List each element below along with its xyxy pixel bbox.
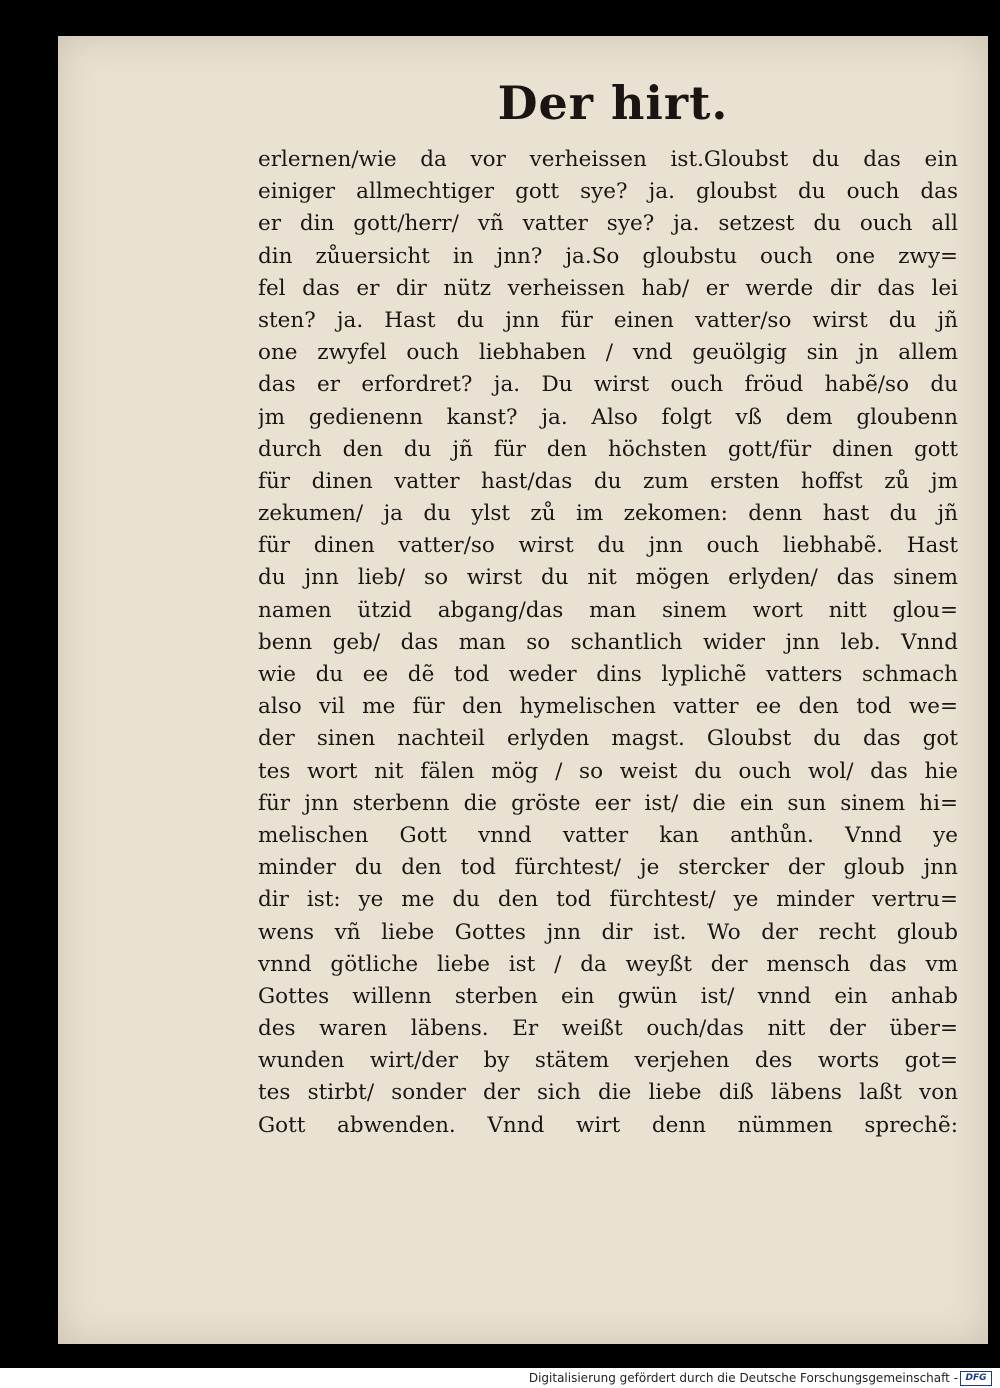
text-line: der sinen nachteil erlyden magst. Gloubst du das got: [258, 726, 958, 752]
text-line: dir ist: ye me du den tod fürchtest/ ye minder vertru=: [258, 887, 958, 913]
page-heading-text: Der hirt.: [497, 76, 729, 130]
text-line: das er erfordret? ja. Du wirst ouch fröud habẽ/so du: [258, 372, 958, 398]
text-line: du jnn lieb/ so wirst du nit mögen erlyden/ das sinem: [258, 565, 958, 591]
book-page: [58, 36, 988, 1344]
text-line: namen ützid abgang/das man sinem wort nitt glou=: [258, 597, 958, 623]
text-line: also vil me für den hymelischen vatter ee den tod we=: [258, 694, 958, 720]
text-line: zekumen/ ja du ylst zů im zekomen: denn hast du jñ: [258, 501, 958, 527]
text-line: für jnn sterbenn die gröste eer ist/ die ein sun sinem hi=: [258, 790, 958, 816]
running-head: [58, 76, 988, 130]
text-line: für dinen vatter/so wirst du jnn ouch liebhabẽ. Hast: [258, 533, 958, 559]
text-line: wie du ee dẽ tod weder dins lyplichẽ vatters schmach: [258, 662, 958, 687]
text-line: tes wort nit fälen mög / so weist du ouch wol/ das hie: [258, 758, 958, 784]
text-line: Gott abwenden. Vnnd wirt denn nümmen sprechẽ:: [258, 1112, 958, 1138]
text-line: er din gott/herr/ vñ vatter sye? ja. setzest du ouch all: [258, 211, 958, 237]
text-line: einiger allmechtiger gott sye? ja. gloubst du ouch das: [258, 179, 958, 205]
text-line: minder du den tod fürchtest/ je stercker der gloub jnn: [258, 855, 958, 881]
text-line: jm gedienenn kanst? ja. Also folgt vß dem gloubenn: [258, 404, 958, 430]
text-line: vnnd götliche liebe ist / da weyßt der mensch das vm: [258, 951, 958, 977]
text-line: wunden wirt/der by stätem verjehen des worts got=: [258, 1048, 958, 1074]
text-line: für dinen vatter hast/das du zum ersten hoffst zů jm: [258, 468, 958, 494]
footer-credit: Digitalisierung gefördert durch die Deutsche Forschungsgemeinschaft -: [528, 1371, 958, 1385]
text-line: benn geb/ das man so schantlich wider jnn leb. Vnnd: [258, 629, 958, 655]
footer-bar: [0, 1368, 1000, 1388]
text-line: fel das er dir nütz verheissen hab/ er werde dir das lei: [258, 275, 958, 301]
text-line: Gottes willenn sterben ein gwün ist/ vnnd ein anhab: [258, 983, 958, 1009]
text-line: din zůuersicht in jnn? ja.So gloubstu ouch one zwy=: [258, 243, 958, 269]
dfg-logo: DFG: [960, 1371, 992, 1386]
text-line: sten? ja. Hast du jnn für einen vatter/so wirst du jñ: [258, 307, 958, 333]
text-line: tes stirbt/ sonder der sich die liebe diß läbens laßt von: [258, 1080, 958, 1106]
text-line: durch den du jñ für den höchsten gott/für dinen gott: [258, 436, 958, 462]
text-line: des waren läbens. Er weißt ouch/das nitt der über=: [258, 1016, 958, 1042]
text-line: one zwyfel ouch liebhaben / vnd geuölgig sin jn allem: [258, 340, 958, 366]
text-line: melischen Gott vnnd vatter kan anthůn. Vnnd ye: [258, 822, 958, 848]
text-line: erlernen/wie da vor verheissen ist.Gloubst du das ein: [258, 147, 958, 172]
text-line: wens vñ liebe Gottes jnn dir ist. Wo der recht gloub: [258, 919, 958, 945]
body-text: [258, 144, 958, 1142]
